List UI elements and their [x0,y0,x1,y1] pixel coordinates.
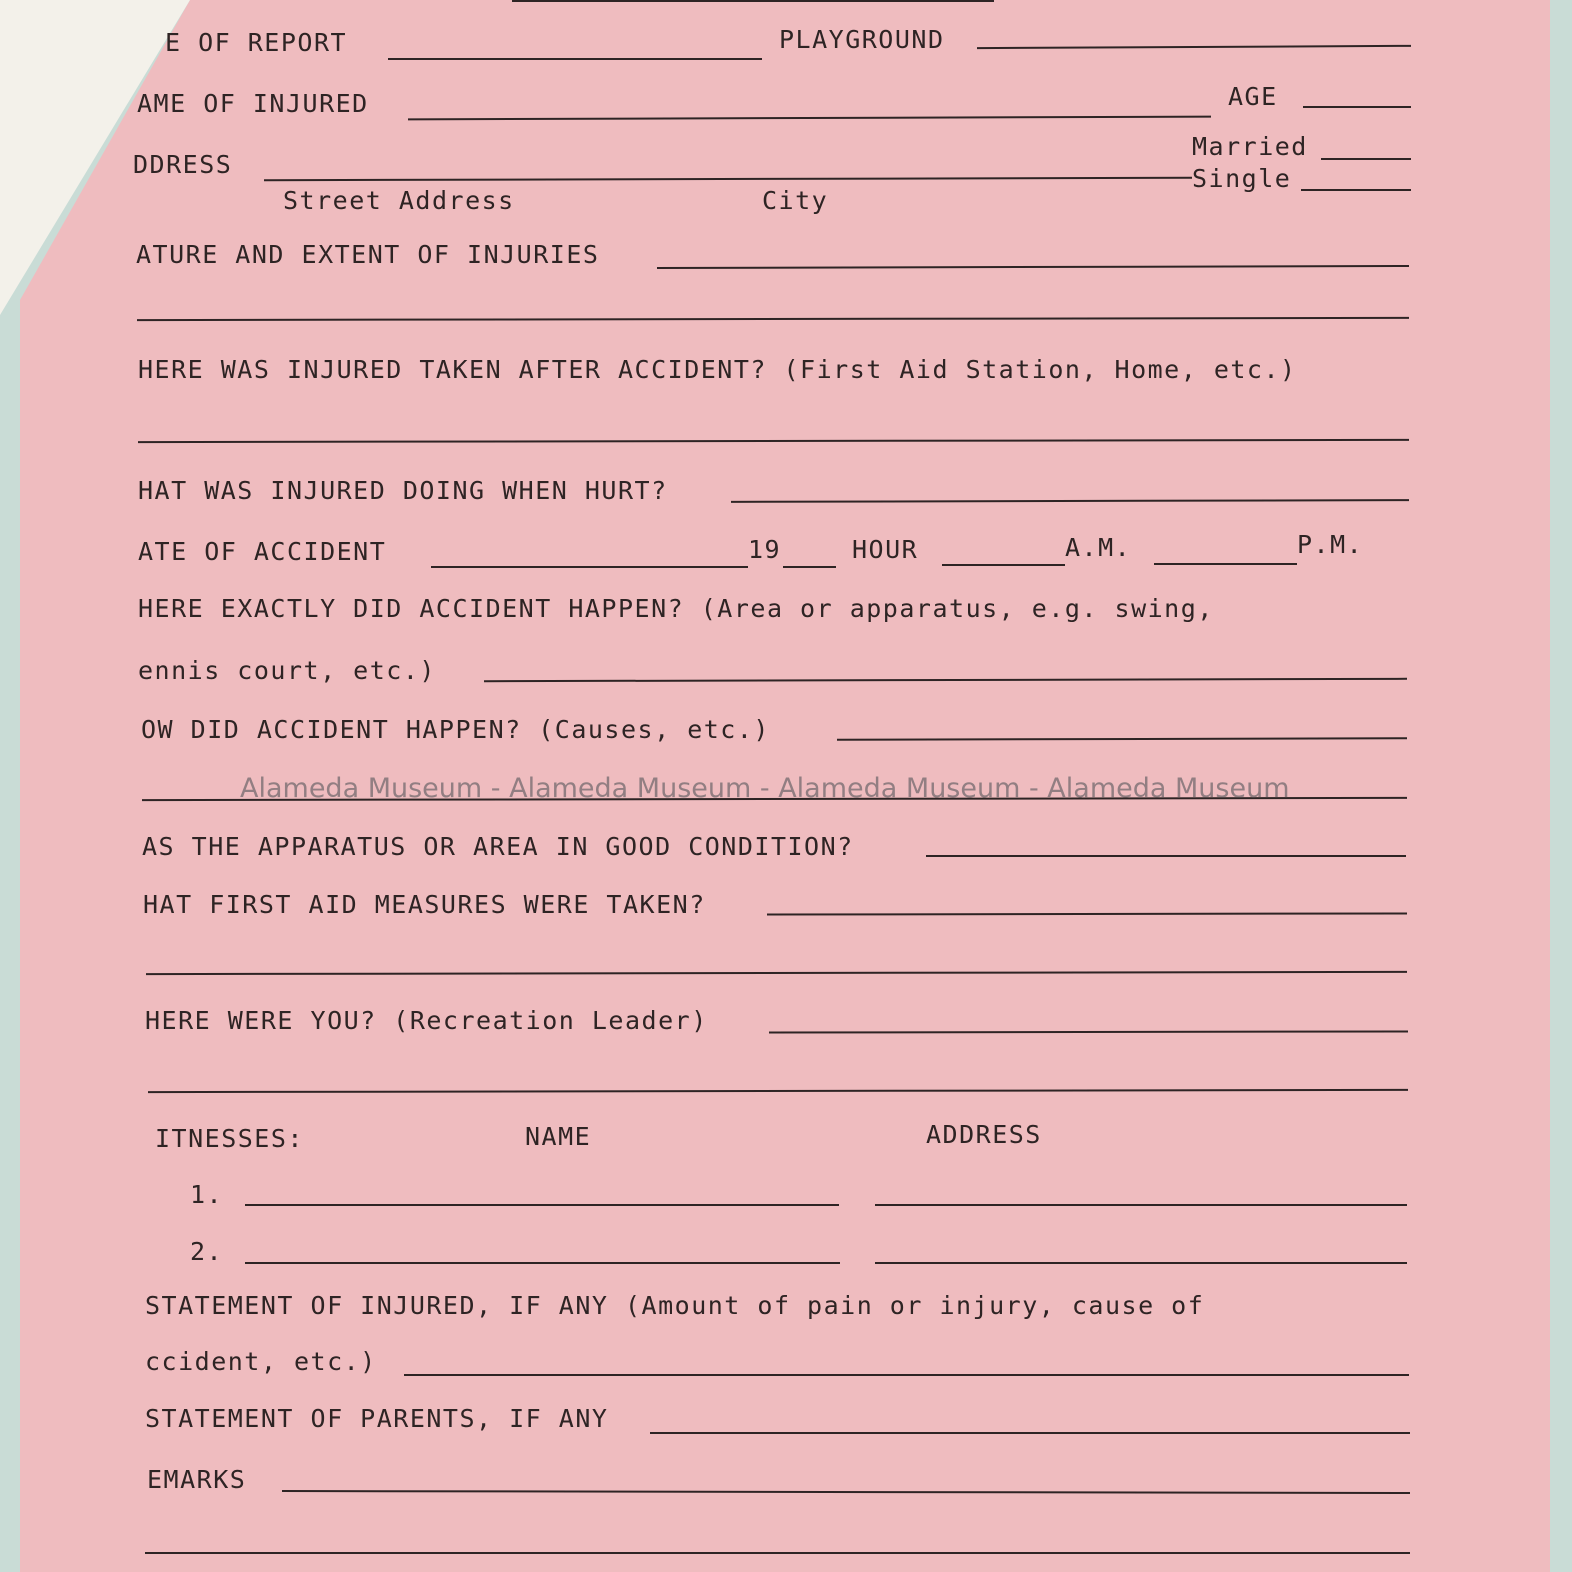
where-happen-label-2: ennis court, etc.) [138,656,436,685]
witness-2-address-field[interactable] [875,1262,1407,1264]
single-field[interactable] [1301,189,1411,191]
address-label: DDRESS [133,150,233,179]
remarks-field-2[interactable] [145,1552,1410,1554]
first-aid-label: HAT FIRST AID MEASURES WERE TAKEN? [143,890,706,919]
witness-name-header: NAME [525,1122,592,1151]
street-address-caption: Street Address [283,186,515,215]
witness-address-header: ADDRESS [926,1120,1042,1149]
statement-injured-label-1: STATEMENT OF INJURED, IF ANY (Amount of pain or injury, cause of [145,1291,1205,1320]
hour-label: HOUR [852,535,919,564]
age-field[interactable] [1303,106,1411,108]
how-happen-label: OW DID ACCIDENT HAPPEN? (Causes, etc.) [141,715,770,744]
condition-label: AS THE APPARATUS OR AREA IN GOOD CONDITION? [142,832,854,861]
injured-doing-label: HAT WAS INJURED DOING WHEN HURT? [138,476,668,505]
condition-field[interactable] [926,855,1406,857]
remarks-label: EMARKS [147,1465,247,1494]
year-field[interactable] [783,566,836,568]
statement-parents-label: STATEMENT OF PARENTS, IF ANY [145,1404,609,1433]
date-of-report-field[interactable] [388,58,762,60]
where-were-you-label: HERE WERE YOU? (Recreation Leader) [145,1006,708,1035]
age-label: AGE [1228,82,1278,111]
watermark: Alameda Museum - Alameda Museum - Alameda Museum - Alameda Museum [240,773,1290,804]
am-label: A.M. [1065,533,1132,562]
hour-pm-field[interactable] [1154,563,1297,565]
top-rule [512,0,994,2]
witness-1-number: 1. [190,1180,224,1209]
nature-of-injuries-label: ATURE AND EXTENT OF INJURIES [136,240,600,269]
single-label: Single [1192,164,1292,193]
name-of-injured-label: AME OF INJURED [137,89,369,118]
statement-injured-field[interactable] [404,1374,1409,1376]
witness-2-number: 2. [190,1237,224,1266]
year-prefix: 19 [748,535,782,564]
date-of-accident-field[interactable] [431,566,748,568]
date-of-report-label: E OF REPORT [165,28,348,57]
witnesses-label: ITNESSES: [155,1124,304,1153]
married-field[interactable] [1321,158,1411,160]
city-caption: City [762,186,829,215]
pm-label: P.M. [1297,530,1364,559]
where-happen-label-1: HERE EXACTLY DID ACCIDENT HAPPEN? (Area or apparatus, e.g. swing, [138,594,1214,623]
witness-1-name-field[interactable] [245,1204,839,1206]
statement-parents-field[interactable] [650,1432,1410,1434]
playground-label: PLAYGROUND [779,25,945,54]
date-of-accident-label: ATE OF ACCIDENT [138,537,387,566]
witness-1-address-field[interactable] [875,1204,1407,1206]
married-label: Married [1192,132,1308,161]
witness-2-name-field[interactable] [245,1262,840,1264]
hour-am-field[interactable] [942,564,1065,566]
statement-injured-label-2: ccident, etc.) [145,1347,377,1376]
where-taken-label: HERE WAS INJURED TAKEN AFTER ACCIDENT? (First Aid Station, Home, etc.) [138,355,1297,384]
